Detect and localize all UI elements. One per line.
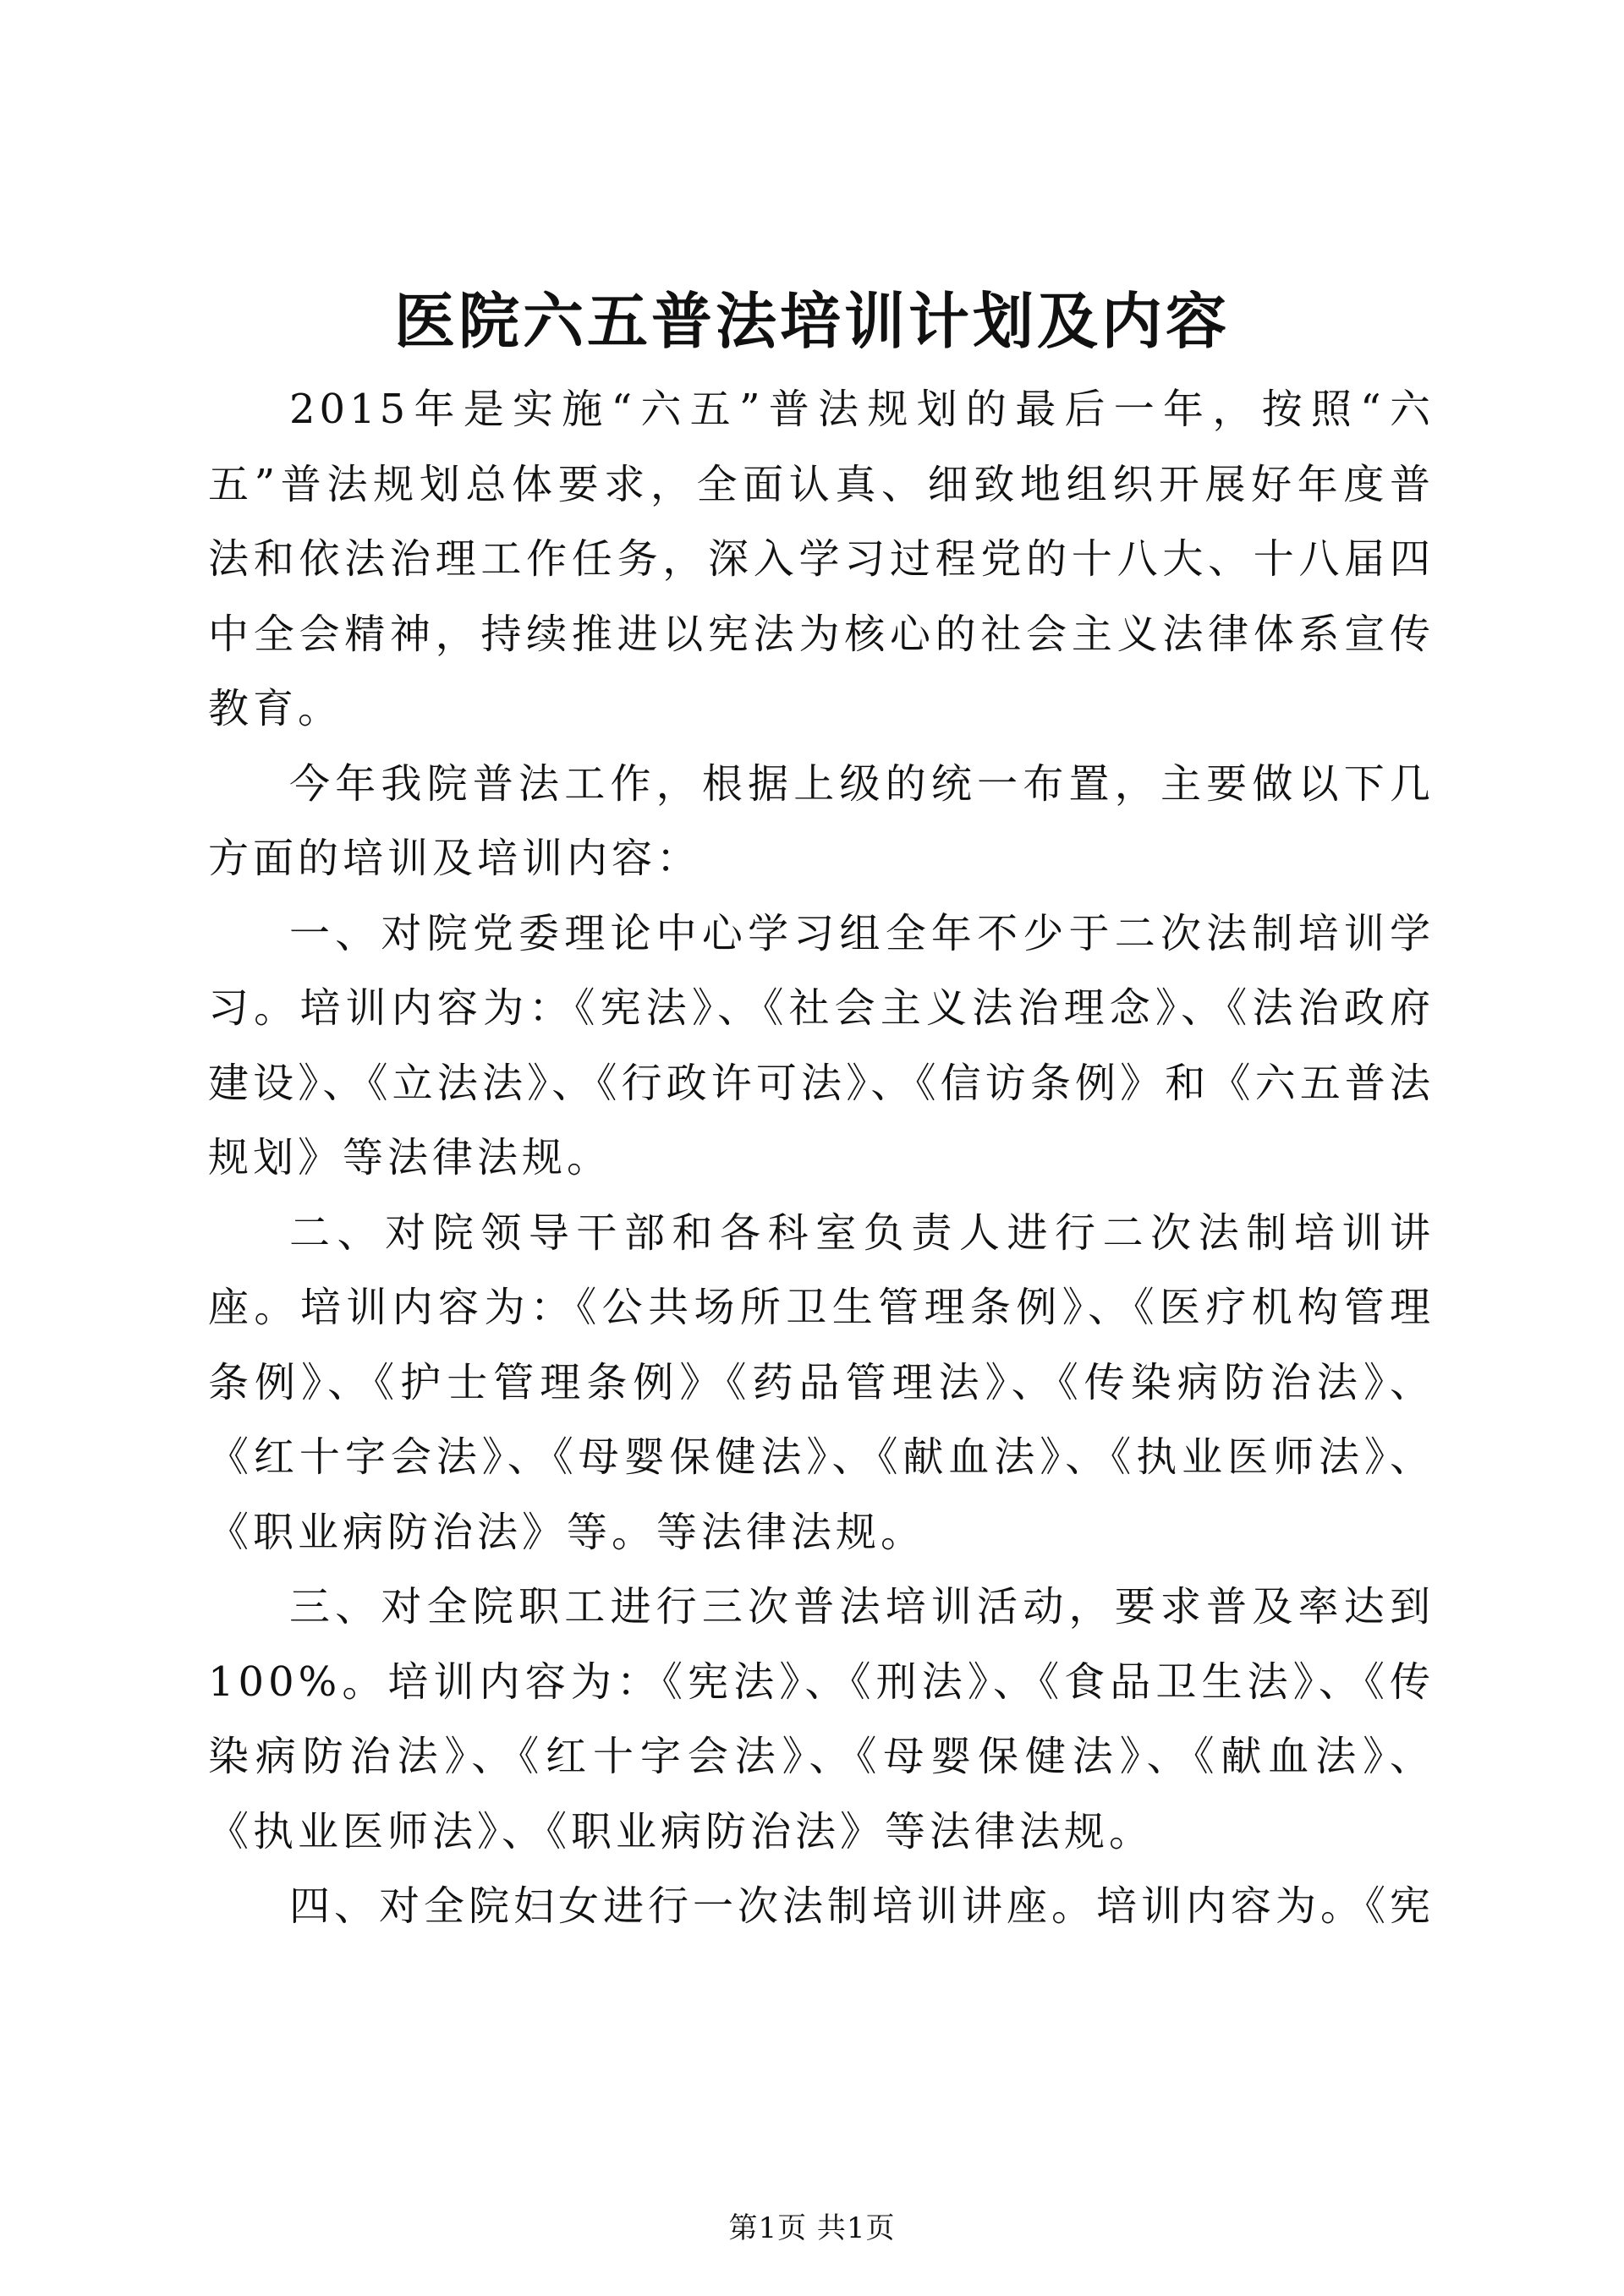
document-body <box>208 372 1435 1944</box>
page-footer: 第1页 共1页 <box>728 2211 896 2245</box>
paragraph-item-3: 三、对全院职工进行三次普法培训活动，要求普及率达到100%。培训内容为：《宪法》、《刑法》、《食品卫生法》、《传染病防治法》、《红十字会法》、《母婴保健法》、《献血法》、《执业医师法》、《职业病防治法》等法律法规。 <box>208 1583 1435 1855</box>
paragraph-item-2: 二、对院领导干部和各科室负责人进行二次法制培训讲座。培训内容为：《公共场所卫生管理条例》、《医疗机构管理条例》、《护士管理条例》《药品管理法》、《传染病防治法》、《红十字会法》、《母婴保健法》、《献血法》、《执业医师法》、《职业病防治法》等。等法律法规。 <box>208 1208 1435 1556</box>
paragraph-item-1: 一、对院党委理论中心学习组全年不少于二次法制培训学习。培训内容为：《宪法》、《社会主义法治理念》、《法治政府建设》、《立法法》、《行政许可法》、《信访条例》和《六五普法规划》等法律法规。 <box>208 909 1435 1181</box>
document-title: 医院六五普法培训计划及内容 <box>393 285 1230 357</box>
paragraph-item-4: 四、对全院妇女进行一次法制培训讲座。培训内容为。《宪 <box>289 1882 1435 1930</box>
paragraph-intro: 2015年是实施“六五”普法规划的最后一年，按照“六五”普法规划总体要求，全面认真、细致地组织开展好年度普法和依法治理工作任务，深入学习过程党的十八大、十八届四中全会精神，持续推进以宪法为核心的社会主义法律体系宣传教育。 <box>208 386 1435 732</box>
paragraph-overview: 今年我院普法工作，根据上级的统一布置，主要做以下几方面的培训及培训内容： <box>208 759 1435 882</box>
